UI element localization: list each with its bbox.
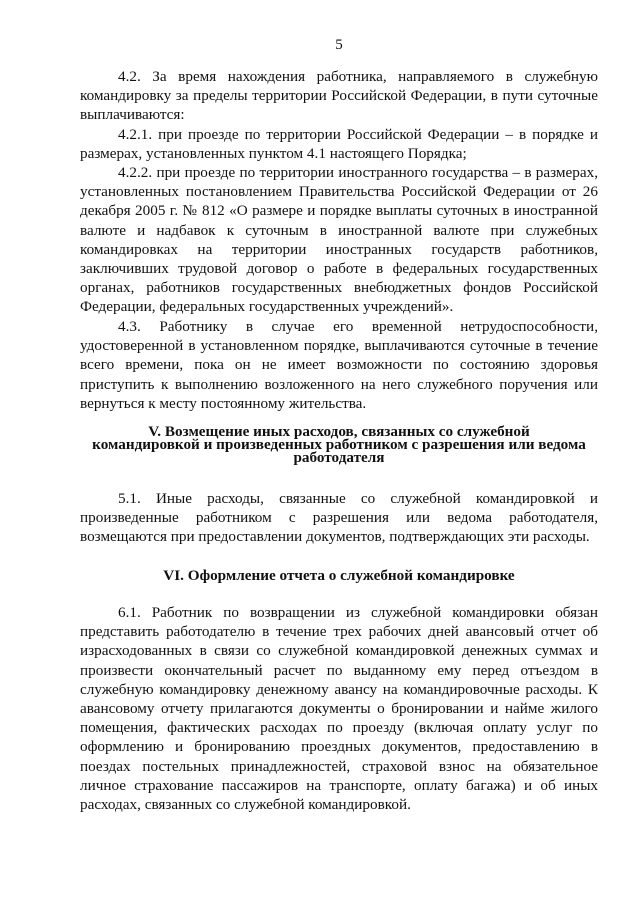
paragraph-5-1: 5.1. Иные расходы, связанные со служебной командировкой и произведенные работником с разрешения или ведома работодателя, возмещаются при предоставлении документов, подтверждающих эти расходы. — [80, 490, 598, 546]
section-5-heading-line-2: командировкой и произведенных работником с разрешения или ведома — [92, 436, 586, 453]
paragraph-4-2-2: 4.2.2. при проезде по территории иностранного государства – в размерах, установленных постановлением Правительства Российской Федерации от 26 декабря 2005 г. № 812 «О размере и порядке выплаты суточных в иностранной валюте и надбавок к суточным в иностранной валюте при служебных командировках на территории иностранных государств работников, заключивших трудовой договор о работе в федеральных государственных органах, работников государственных внебюджетных фондов Российской Федерации, федеральных государственных учреждений». — [80, 164, 598, 316]
paragraph-4-3: 4.3. Работнику в случае его временной нетрудоспособности, удостоверенной в установленном порядке, выплачиваются суточные в течение всего времени, пока он не имеет возможности по состоянию здоровья приступить к выполнению возложенного на него служебного поручения или вернуться к месту постоянному жительства. — [80, 318, 598, 412]
section-5-heading-line-3: работодателя — [293, 449, 385, 466]
page-number: 5 — [335, 37, 343, 53]
paragraph-6-1: 6.1. Работник по возвращении из служебной командировки обязан представить работодателю в течение трех рабочих дней авансовый отчет об израсходованных в связи со служебной командировкой денежных суммах и произвести окончательный расчет по выданному ему перед отъездом в служебную командировку денежному авансу на командировочные расходы. К авансовому отчету прилагаются документы о бронировании и найме жилого помещения, фактических расходах по проезду (включая оплату услуг по оформлению и бронированию проездных документов, предоставлению в поездах постельных принадлежностей, страховой взнос на обязательное личное страхование пассажиров на транспорте, оплату багажа) и об иных расходах, связанных со служебной командировкой. — [80, 604, 598, 814]
section-5-heading — [80, 425, 598, 464]
paragraph-4-2-1: 4.2.1. при проезде по территории Российской Федерации – в порядке и размерах, установленных пунктом 4.1 настоящего Порядка; — [80, 126, 598, 163]
section-6-heading: VI. Оформление отчета о служебной командировке — [163, 567, 515, 584]
section-5-heading-line-1: V. Возмещение иных расходов, связанных со служебной — [148, 423, 530, 440]
paragraph-4-2: 4.2. За время нахождения работника, направляемого в служебную командировку за пределы территории Российской Федерации, в пути суточные выплачиваются: — [80, 68, 598, 124]
